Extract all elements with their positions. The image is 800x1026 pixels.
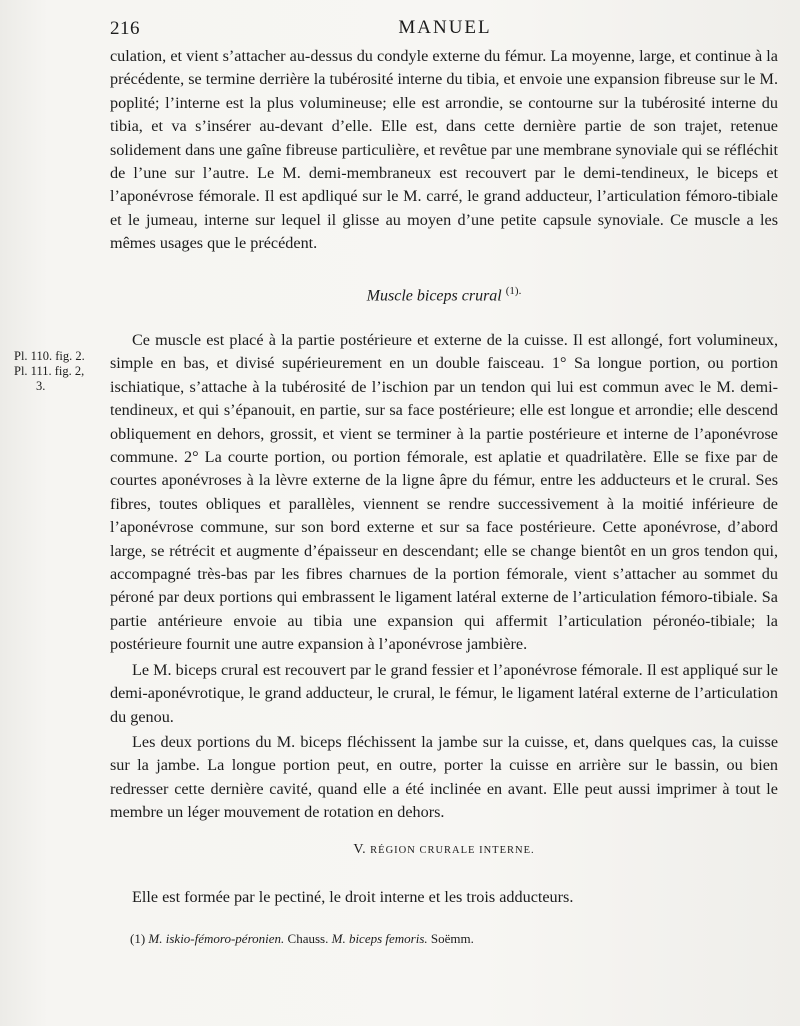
paragraph: Le M. biceps crural est recouvert par le grand fessier et l’aponévrose fémorale. Il est appliqué sur le demi-aponévrotique, le grand adducteur, le crural, le fémur, le ligament latéral externe de l’articulation du genou. xyxy=(110,660,778,726)
running-title: MANUEL xyxy=(398,17,492,38)
footnote-marker: (1) xyxy=(130,931,146,946)
plate-reference-line: Pl. 111. fig. 2, xyxy=(14,364,85,378)
region-title: RÉGION CRURALE INTERNE. xyxy=(370,845,535,856)
paragraph: Les deux portions du M. biceps fléchissent la jambe sur la cuisse, et, dans quelques cas, la cuisse sur la jambe. La longue portion peut, en outre, porter la cuisse en arrière sur le bassin, ou bien redresser cette dernière cavité, quand elle a été inclinée en avant. Elle peut aussi imprimer à tout le membre un léger mouvement de rotation en dehors. xyxy=(110,732,778,822)
paragraph: Ce muscle est placé à la partie postérieure et externe de la cuisse. Il est allongé, fort volumineux, simple en bas, et divisé supérieurement en un double faisceau. 1° Sa longue portion, ou portion ischiatique, s’attache à la tubérosité de l’ischion par un tendon qui lui est commun avec le M. demi-tendineux, et qui s’épanouit, en partie, sur sa face postérieure; elle est longue et arrondie; elle descend obliquement en dehors, grossit, et vient se terminer à la partie postérieure et interne de l’aponévrose commune. 2° La courte portion, ou portion fémorale, est aplatie et quadrilatère. Elle se fixe par de courtes aponévroses à la lèvre externe de la ligne âpre du fémur, entre les adducteurs et le crural. Ses fibres, toutes obliques et parallèles, viennent se rendre successivement à la moitié inférieure de l’aponévrose commune, sur son bord externe et sur sa face postérieure. Cette aponévrose, d’abord large, se rétrécit et augmente d’épaisseur en descendant; elle se change bientôt en un gros tendon qui, accompagné très-bas par les fibres charnues de la portion fémorale, vient s’attacher au sommet du péroné par deux portions qui embrassent le ligament latéral externe de l’articulation fémoro-tibiale. Sa partie antérieure envoie au tibia une expansion qui affermit l’articulation péronéo-tibiale; la postérieure fournit une autre expansion à l’aponévrose jambière. xyxy=(110,331,778,654)
region-number: V. xyxy=(353,842,367,857)
footnote-name: M. biceps femoris. xyxy=(331,931,428,946)
footnote-author: Chauss. xyxy=(287,931,329,946)
paragraph: culation, et vient s’attacher au-dessus du condyle externe du fémur. La moyenne, large, et continue à la précédente, se termine derrière la tubérosité interne du tibia, et envoie une expansion fibreuse sur le M. poplité; l’interne est la plus volumineuse; elle est arrondie, se contourne sur la tubérosité interne du tibia, et va s’insérer au-devant d’elle. Elle est, dans cette dernière partie de son trajet, retenue solidement dans une gaîne fibreuse particulière, et revêtue par une membrane synoviale qui se réfléchit de l’une sur l’autre. Le M. demi-membraneux est recouvert par le demi-tendineux, le biceps et l’aponévrose fémorale. Il est apdliqué sur le M. carré, le grand adducteur, l’articulation fémoro-tibiale et le jumeau, interne sur lequel il glisse au moyen d’une petite capsule synoviale. Ce muscle a les mêmes usages que le précédent. xyxy=(110,47,778,253)
page-header xyxy=(110,14,780,44)
region-text: Elle est formée par le pectiné, le droit interne et les trois adducteurs. xyxy=(132,888,574,906)
footnote-author: Soëmm. xyxy=(430,931,474,946)
region-heading xyxy=(110,842,778,858)
page-number: 216 xyxy=(110,18,140,39)
section-heading xyxy=(110,285,778,305)
section-title: Muscle biceps crural xyxy=(366,287,502,305)
biceps-description-block xyxy=(110,329,778,825)
plate-reference-line: 3. xyxy=(36,379,46,393)
plate-reference-note xyxy=(14,349,108,394)
footnote xyxy=(130,931,770,947)
opening-paragraph-block xyxy=(110,45,778,256)
footnote-name: M. iskio-fémoro-péronien. xyxy=(148,931,285,946)
footnote-reference: (1). xyxy=(505,285,522,297)
plate-reference-line: Pl. 110. fig. 2. xyxy=(14,349,85,363)
